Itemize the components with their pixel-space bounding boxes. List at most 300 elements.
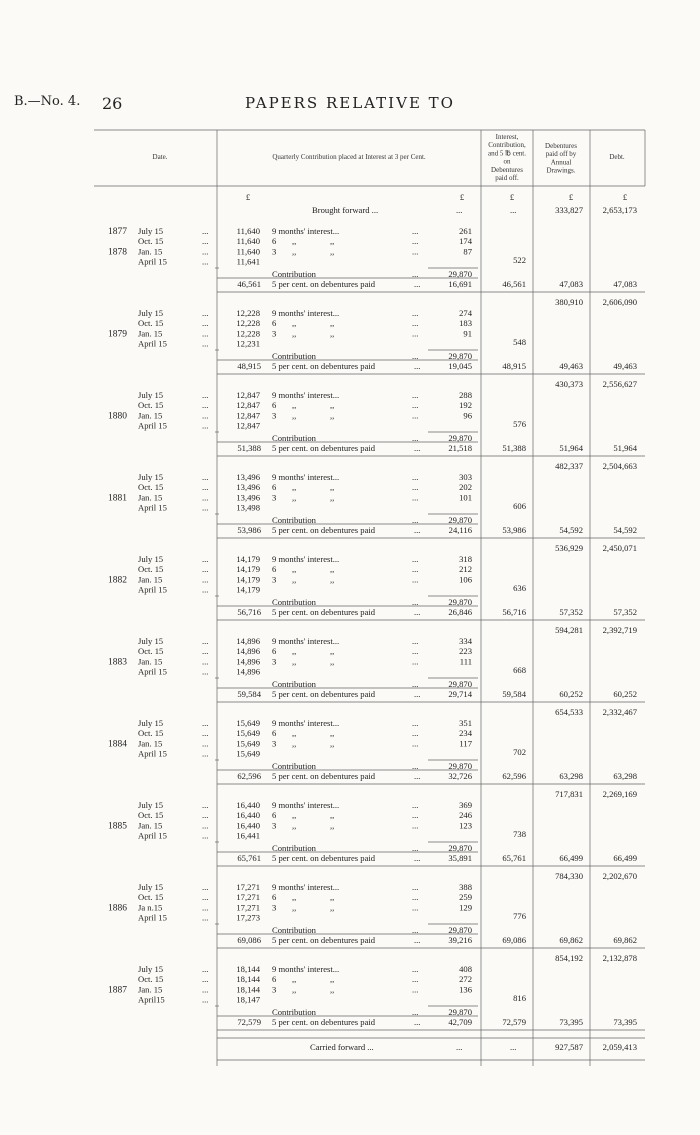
interest-description: 6	[272, 974, 277, 985]
quarter-total: 51,388	[237, 443, 261, 453]
entry-date: April 15	[138, 748, 167, 759]
quarterly-amount: 13,496	[236, 472, 260, 482]
interest-description: 3	[272, 574, 277, 585]
carried-forward-ditto: ...	[510, 1042, 517, 1052]
debt-reduction: 54,592	[613, 525, 637, 535]
quarterly-amount: 14,896	[236, 666, 260, 677]
contribution-amount: 29,870	[448, 597, 472, 607]
interest-description: 6	[272, 810, 277, 821]
entry-date: July 15	[138, 636, 164, 646]
ditto-mark: ,,	[330, 564, 335, 575]
quarterly-amount: 12,231	[236, 338, 260, 349]
year-label: 1887	[108, 985, 127, 996]
year-label: 1880	[108, 411, 127, 422]
ditto-mark: ,,	[330, 820, 335, 831]
ditto-mark: ,,	[292, 236, 297, 247]
quarterly-amount: 16,440	[236, 800, 260, 810]
five-percent-amount: 35,891	[448, 853, 472, 863]
interest-description: 6	[272, 236, 277, 247]
page-number: 26	[102, 94, 123, 113]
debt-reduction: 60,252	[613, 689, 637, 699]
leader-dots: ...	[202, 882, 209, 892]
leader-dots: ...	[412, 400, 419, 411]
five-percent-label: 5 per cent. on debentures paid	[272, 361, 376, 371]
interest-amount: 408	[459, 964, 472, 974]
quarterly-amount: 12,228	[236, 318, 260, 329]
leader-dots: ...	[412, 564, 419, 575]
currency-symbol-mid: £	[509, 192, 515, 202]
leader-dots: ...	[202, 994, 209, 1005]
leader-dots: ...	[202, 892, 209, 903]
entry-date: July 15	[138, 718, 164, 728]
interest-amount: 101	[459, 492, 472, 503]
running-debt-balance: 2,269,169	[602, 789, 637, 799]
quarterly-amount: 17,273	[236, 912, 260, 923]
five-percent-label: 5 per cent. on debentures paid	[272, 443, 376, 453]
leader-dots: ...	[412, 636, 419, 646]
leader-dots: ...	[202, 800, 209, 810]
leader-dots: ...	[412, 761, 419, 771]
entry-date: Jan. 15	[138, 410, 163, 421]
contribution-label: Contribution	[272, 433, 316, 443]
running-debt-balance: 2,556,627	[602, 379, 637, 389]
interest-amount: 129	[459, 902, 472, 913]
debt-reduction: 66,499	[613, 853, 637, 863]
interest-on-debentures: 702	[513, 747, 526, 757]
quarter-total: 62,596	[237, 771, 261, 781]
ditto-mark: ,,	[292, 738, 297, 749]
debentures-drawn: 51,964	[559, 443, 583, 453]
interest-description: 3	[272, 492, 277, 503]
ditto-mark: ,,	[330, 328, 335, 339]
quarterly-amount: 13,496	[236, 492, 260, 503]
leader-dots: ...	[202, 646, 209, 657]
contribution-amount: 29,870	[448, 433, 472, 443]
entry-date: Oct. 15	[138, 400, 164, 411]
running-debt-balance: 2,392,719	[602, 625, 637, 635]
interest-on-debentures: 522	[513, 255, 526, 265]
running-debentures-balance: 654,533	[555, 707, 583, 717]
interest-description: 9 months' interest...	[272, 308, 340, 318]
five-percent-label: 5 per cent. on debentures paid	[272, 279, 376, 289]
entry-date: Oct. 15	[138, 318, 164, 329]
interest-amount: 96	[463, 410, 472, 421]
leader-dots: ...	[202, 912, 209, 923]
running-debentures-balance: 594,281	[555, 625, 583, 635]
running-debt-balance: 2,332,467	[602, 707, 637, 717]
quarterly-amount: 11,640	[236, 236, 260, 247]
debt-reduction: 51,964	[613, 443, 637, 453]
leader-dots: ...	[412, 328, 419, 339]
leader-dots: ...	[414, 771, 421, 781]
leader-dots: ...	[412, 810, 419, 821]
interest-amount: 174	[459, 236, 472, 247]
column-header-interest-line: Debentures	[491, 165, 523, 174]
quarterly-amount: 17,271	[236, 902, 260, 913]
quarterly-amount: 16,440	[236, 820, 260, 831]
five-percent-amount: 21,518	[448, 443, 472, 453]
year-label: 1886	[108, 903, 127, 914]
interest-amount: 87	[463, 246, 472, 257]
quarterly-amount: 16,440	[236, 810, 260, 821]
entry-date: April 15	[138, 584, 167, 595]
year-label: 1883	[108, 657, 127, 668]
leader-dots: ...	[412, 472, 419, 482]
leader-dots: ...	[202, 492, 209, 503]
leader-dots: ...	[412, 964, 419, 974]
ditto-mark: ,,	[292, 564, 297, 575]
leader-dots: ...	[412, 800, 419, 810]
leader-dots: ...	[202, 482, 209, 493]
ditto-mark: ,,	[292, 410, 297, 421]
leader-dots: ...	[414, 279, 421, 289]
quarterly-amount: 13,496	[236, 482, 260, 493]
leader-dots: ...	[412, 351, 419, 361]
interest-description: 3	[272, 246, 277, 257]
ditto-mark: ,,	[330, 482, 335, 493]
interest-amount: 117	[459, 738, 472, 749]
entry-date: Jan. 15	[138, 246, 163, 257]
entry-date: July 15	[138, 226, 164, 236]
five-percent-amount: 42,709	[448, 1017, 472, 1027]
quarter-total: 59,584	[237, 689, 261, 699]
interest-on-debentures: 668	[513, 665, 526, 675]
quarterly-amount: 12,847	[236, 420, 260, 431]
quarterly-amount: 14,896	[236, 646, 260, 657]
brought-forward-label: Brought forward ...	[312, 205, 379, 215]
entry-date: April 15	[138, 912, 167, 923]
leader-dots: ...	[202, 656, 209, 667]
five-percent-label: 5 per cent. on debentures paid	[272, 935, 376, 945]
contribution-label: Contribution	[272, 761, 316, 771]
contribution-total: 65,761	[502, 853, 526, 863]
contribution-amount: 29,870	[448, 843, 472, 853]
interest-description: 6	[272, 482, 277, 493]
quarterly-amount: 18,144	[236, 984, 260, 995]
leader-dots: ...	[412, 843, 419, 853]
interest-on-debentures: 548	[513, 337, 526, 347]
quarterly-amount: 15,649	[236, 748, 260, 759]
debentures-drawn: 60,252	[559, 689, 583, 699]
leader-dots: ...	[414, 607, 421, 617]
leader-dots: ...	[414, 935, 421, 945]
quarterly-amount: 15,649	[236, 718, 260, 728]
quarterly-amount: 12,847	[236, 390, 260, 400]
debentures-drawn: 69,862	[559, 935, 583, 945]
leader-dots: ...	[202, 738, 209, 749]
quarterly-amount: 17,271	[236, 882, 260, 892]
running-debt-balance: 2,450,071	[602, 543, 637, 553]
contribution-label: Contribution	[272, 269, 316, 279]
five-percent-amount: 26,846	[448, 607, 472, 617]
interest-description: 9 months' interest...	[272, 964, 340, 974]
contribution-total: 46,561	[502, 279, 526, 289]
leader-dots: ...	[412, 925, 419, 935]
entry-date: April 15	[138, 502, 167, 513]
running-debentures-balance: 430,373	[555, 379, 583, 389]
leader-dots: ...	[412, 984, 419, 995]
interest-amount: 234	[459, 728, 472, 739]
year-label: 1884	[108, 739, 127, 750]
entry-date: Jan. 15	[138, 738, 163, 749]
currency-symbol-interest: £	[459, 192, 465, 202]
leader-dots: ...	[412, 308, 419, 318]
ditto-mark: ,,	[330, 738, 335, 749]
leader-dots: ...	[414, 689, 421, 699]
quarterly-amount: 14,179	[236, 584, 260, 595]
interest-amount: 192	[459, 400, 472, 411]
column-header-interest-line: on	[503, 157, 511, 166]
leader-dots: ...	[412, 718, 419, 728]
running-debentures-balance: 854,192	[555, 953, 583, 963]
column-header-contribution: Quarterly Contribution placed at Interest at 3 per Cent.	[272, 153, 426, 161]
ditto-mark: ,,	[330, 410, 335, 421]
interest-amount: 223	[459, 646, 472, 657]
interest-description: 6	[272, 564, 277, 575]
debt-reduction: 47,083	[613, 279, 637, 289]
contribution-amount: 29,870	[448, 761, 472, 771]
debentures-drawn: 57,352	[559, 607, 583, 617]
ditto-mark: ,,	[330, 400, 335, 411]
ditto-mark: ,,	[292, 820, 297, 831]
quarter-total: 53,986	[237, 525, 261, 535]
leader-dots: ...	[412, 892, 419, 903]
entry-date: Ja n.15	[138, 902, 163, 913]
quarterly-amount: 14,179	[236, 574, 260, 585]
ditto-mark: ,,	[330, 810, 335, 821]
column-header-interest-line: Contribution,	[488, 141, 526, 150]
interest-description: 6	[272, 646, 277, 657]
five-percent-amount: 19,045	[448, 361, 472, 371]
leader-dots: ...	[412, 410, 419, 421]
leader-dots: ...	[412, 515, 419, 525]
interest-description: 9 months' interest...	[272, 800, 340, 810]
leader-dots: ...	[202, 410, 209, 421]
quarter-total: 65,761	[237, 853, 261, 863]
leader-dots: ...	[202, 902, 209, 913]
leader-dots: ...	[202, 574, 209, 585]
year-label: 1879	[108, 329, 127, 340]
quarterly-amount: 14,896	[236, 656, 260, 667]
leader-dots: ...	[202, 308, 209, 318]
leader-dots: ...	[412, 738, 419, 749]
entry-date: Jan. 15	[138, 820, 163, 831]
entry-date: Oct. 15	[138, 564, 164, 575]
entry-date: April 15	[138, 420, 167, 431]
contribution-label: Contribution	[272, 925, 316, 935]
column-header-debt: Debt.	[609, 153, 625, 161]
year-label: 1882	[108, 575, 127, 586]
debt-reduction: 73,395	[613, 1017, 637, 1027]
year-label: 1885	[108, 821, 127, 832]
leader-dots: ...	[202, 728, 209, 739]
debentures-drawn: 49,463	[559, 361, 583, 371]
currency-symbol-amount: £	[245, 192, 251, 202]
five-percent-amount: 32,726	[448, 771, 472, 781]
ditto-mark: ,,	[292, 810, 297, 821]
leader-dots: ...	[202, 328, 209, 339]
leader-dots: ...	[202, 502, 209, 513]
interest-amount: 388	[459, 882, 472, 892]
leader-dots: ...	[412, 728, 419, 739]
ditto-mark: ,,	[292, 984, 297, 995]
debentures-drawn: 54,592	[559, 525, 583, 535]
interest-amount: 91	[463, 328, 472, 339]
leader-dots: ...	[202, 420, 209, 431]
contribution-label: Contribution	[272, 515, 316, 525]
leader-dots: ...	[202, 390, 209, 400]
interest-on-debentures: 738	[513, 829, 526, 839]
entry-date: Jan. 15	[138, 656, 163, 667]
interest-amount: 123	[459, 820, 472, 831]
page-title: PAPERS RELATIVE TO	[245, 94, 455, 112]
leader-dots: ...	[202, 236, 209, 247]
interest-on-debentures: 816	[513, 993, 526, 1003]
contribution-label: Contribution	[272, 597, 316, 607]
leader-dots: ...	[202, 256, 209, 267]
interest-description: 9 months' interest...	[272, 554, 340, 564]
interest-description: 3	[272, 902, 277, 913]
interest-on-debentures: 636	[513, 583, 526, 593]
interest-description: 6	[272, 400, 277, 411]
interest-description: 3	[272, 656, 277, 667]
ditto-mark: ,,	[292, 974, 297, 985]
ditto-mark: ,,	[292, 656, 297, 667]
ditto-mark: ,,	[330, 574, 335, 585]
interest-amount: 212	[459, 564, 472, 575]
leader-dots: ...	[412, 226, 419, 236]
debt-reduction: 57,352	[613, 607, 637, 617]
contribution-label: Contribution	[272, 1007, 316, 1017]
interest-amount: 246	[459, 810, 472, 821]
quarterly-amount: 12,228	[236, 328, 260, 339]
entry-date: July 15	[138, 882, 164, 892]
contribution-total: 72,579	[502, 1017, 526, 1027]
column-header-debentures-line: Annual	[550, 158, 572, 167]
leader-dots: ...	[202, 964, 209, 974]
contribution-total: 48,915	[502, 361, 526, 371]
leader-dots: ...	[202, 718, 209, 728]
interest-description: 6	[272, 892, 277, 903]
interest-amount: 272	[459, 974, 472, 985]
entry-date: Oct. 15	[138, 236, 164, 247]
interest-description: 3	[272, 738, 277, 749]
quarterly-amount: 15,649	[236, 728, 260, 739]
entry-date: July 15	[138, 964, 164, 974]
interest-description: 9 months' interest...	[272, 882, 340, 892]
column-header-debentures-line: paid off by	[545, 150, 577, 159]
running-debt-balance: 2,606,090	[602, 297, 637, 307]
leader-dots: ...	[202, 338, 209, 349]
ditto-mark: ,,	[330, 984, 335, 995]
debentures-drawn: 73,395	[559, 1017, 583, 1027]
quarterly-amount: 12,847	[236, 410, 260, 421]
leader-dots: ...	[412, 974, 419, 985]
entry-date: Oct. 15	[138, 482, 164, 493]
running-debentures-balance: 536,929	[555, 543, 583, 553]
leader-dots: ...	[202, 748, 209, 759]
interest-amount: 303	[459, 472, 472, 482]
carried-forward-debt: 2,059,413	[602, 1042, 637, 1052]
carried-forward-label: Carried forward ...	[310, 1042, 374, 1052]
ditto-mark: ,,	[330, 246, 335, 257]
quarter-total: 72,579	[237, 1017, 261, 1027]
leader-dots: ...	[412, 482, 419, 493]
contribution-amount: 29,870	[448, 679, 472, 689]
ditto-mark: ,,	[330, 902, 335, 913]
leader-dots: ...	[202, 820, 209, 831]
entry-date: Oct. 15	[138, 892, 164, 903]
leader-dots: ...	[202, 974, 209, 985]
interest-description: 6	[272, 728, 277, 739]
entry-date: April 15	[138, 338, 167, 349]
carried-forward-debentures: 927,587	[555, 1042, 583, 1052]
leader-dots: ...	[412, 679, 419, 689]
leader-dots: ...	[412, 492, 419, 503]
interest-amount: 183	[459, 318, 472, 329]
column-header-interest-line: Interest,	[495, 133, 519, 141]
running-debt-balance: 2,132,878	[602, 953, 637, 963]
quarterly-amount: 11,640	[236, 226, 260, 236]
interest-amount: 106	[459, 574, 472, 585]
interest-amount: 261	[459, 226, 472, 236]
leader-dots: ...	[202, 318, 209, 329]
leader-dots: ...	[414, 853, 421, 863]
brought-forward-debentures: 333,827	[555, 205, 583, 215]
interest-amount: 334	[459, 636, 472, 646]
ditto-mark: ,,	[330, 318, 335, 329]
leader-dots: ...	[414, 525, 421, 535]
leader-dots: ...	[202, 984, 209, 995]
contribution-amount: 29,870	[448, 351, 472, 361]
contribution-total: 53,986	[502, 525, 526, 535]
ditto-mark: ,,	[292, 482, 297, 493]
contribution-total: 62,596	[502, 771, 526, 781]
ditto-mark: ,,	[330, 492, 335, 503]
brought-forward-debt: 2,653,173	[602, 205, 637, 215]
ditto-mark: ,,	[292, 902, 297, 913]
entry-date: April 15	[138, 256, 167, 267]
leader-dots: ...	[412, 597, 419, 607]
interest-description: 3	[272, 328, 277, 339]
five-percent-label: 5 per cent. on debentures paid	[272, 853, 376, 863]
ditto-mark: ,,	[330, 974, 335, 985]
running-debt-balance: 2,202,670	[602, 871, 637, 881]
ditto-mark: ,,	[292, 574, 297, 585]
entry-date: July 15	[138, 554, 164, 564]
quarterly-amount: 14,179	[236, 564, 260, 575]
contribution-label: Contribution	[272, 679, 316, 689]
leader-dots: ...	[202, 830, 209, 841]
interest-description: 6	[272, 318, 277, 329]
leader-dots: ...	[412, 882, 419, 892]
contribution-total: 51,388	[502, 443, 526, 453]
leader-dots: ...	[412, 656, 419, 667]
brought-forward-ditto: ...	[510, 205, 517, 215]
interest-description: 3	[272, 410, 277, 421]
interest-description: 3	[272, 984, 277, 995]
entry-date: April 15	[138, 830, 167, 841]
ditto-mark: ,,	[292, 328, 297, 339]
leader-dots: ...	[414, 1017, 421, 1027]
ditto-mark: ,,	[330, 236, 335, 247]
debt-reduction: 63,298	[613, 771, 637, 781]
interest-description: 3	[272, 820, 277, 831]
debt-reduction: 69,862	[613, 935, 637, 945]
leader-dots: ...	[412, 390, 419, 400]
year-label: 1877	[108, 227, 127, 237]
interest-amount: 318	[459, 554, 472, 564]
